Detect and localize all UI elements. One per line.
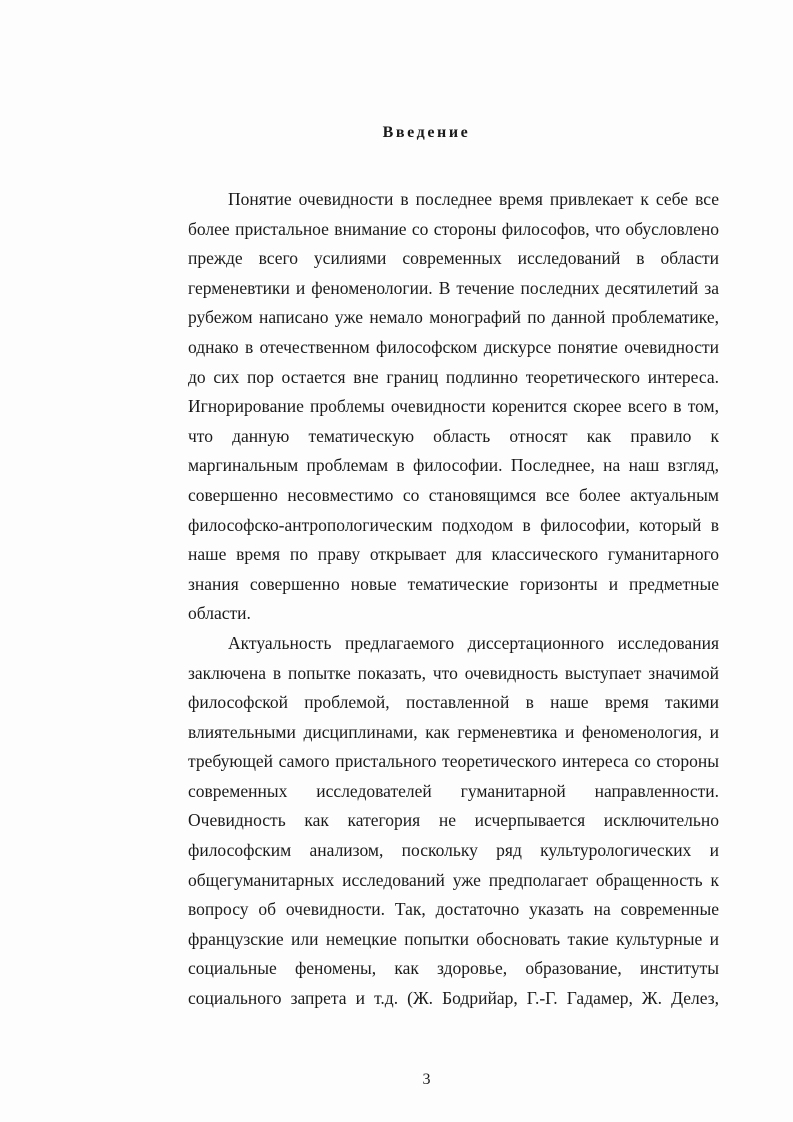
paragraph-line: философским анализом, поскольку ряд культурологических и — [188, 840, 719, 861]
paragraph-line: общегуманитарных исследований уже предполагает обращенность к — [188, 869, 719, 890]
section-heading-text: Введение — [382, 124, 471, 141]
paragraph-line: маргинальным проблемам в философии. Последнее, на наш взгляд, — [188, 455, 719, 476]
paragraph-line: более пристальное внимание со стороны философов, что обусловлено — [188, 218, 719, 239]
paragraph-line: Актуальность предлагаемого диссертационного исследования — [228, 632, 719, 653]
body-text — [188, 185, 719, 1014]
paragraph-line: философско-антропологическим подходом в философии, который в — [188, 514, 719, 535]
paragraph-line: знания совершенно новые тематические горизонты и предметные — [188, 573, 719, 594]
paragraph-line: прежде всего усилиями современных исследований в области — [188, 248, 719, 269]
paragraph-line: Очевидность как категория не исчерпывается исключительно — [188, 810, 719, 831]
paragraph-line: вопросу об очевидности. Так, достаточно указать на современные — [188, 899, 719, 920]
paragraph-line: заключена в попытке показать, что очевидность выступает значимой — [188, 662, 719, 683]
paragraph-line: области. — [188, 603, 251, 624]
paragraph-line: наше время по праву открывает для классического гуманитарного — [188, 544, 719, 565]
paragraph-line: герменевтики и феноменологии. В течение последних десятилетий за — [188, 277, 719, 298]
paragraph-line: требующей самого пристального теоретического интереса со стороны — [188, 751, 719, 772]
paragraph-line: современных исследователей гуманитарной направленности. — [188, 780, 719, 801]
section-heading — [60, 124, 793, 142]
paragraph-line: французские или немецкие попытки обосновать такие культурные и — [188, 928, 719, 949]
paragraph-line: до сих пор остается вне границ подлинно теоретического интереса. — [188, 366, 719, 387]
paragraph-line: однако в отечественном философском дискурсе понятие очевидности — [188, 336, 719, 357]
paragraph-line: философской проблемой, поставленной в наше время такими — [188, 692, 719, 713]
paragraph-line: совершенно несовместимо со становящимся все более актуальным — [188, 484, 719, 505]
paragraph-line: социальные феномены, как здоровье, образование, институты — [188, 958, 719, 979]
paragraph-line: влиятельными дисциплинами, как герменевтика и феноменология, и — [188, 721, 719, 742]
paragraph-line: что данную тематическую область относят как правило к — [188, 425, 719, 446]
paragraph-line: Понятие очевидности в последнее время привлекает к себе все — [228, 189, 719, 209]
paragraph-line: рубежом написано уже немало монографий по данной проблематике, — [188, 307, 719, 328]
paragraph-line: социального запрета и т.д. (Ж. Бодрийар, Г.-Г. Гадамер, Ж. Делез, — [188, 988, 719, 1009]
page-number: 3 — [422, 1071, 431, 1088]
paragraph-line: Игнорирование проблемы очевидности коренится скорее всего в том, — [188, 396, 719, 417]
